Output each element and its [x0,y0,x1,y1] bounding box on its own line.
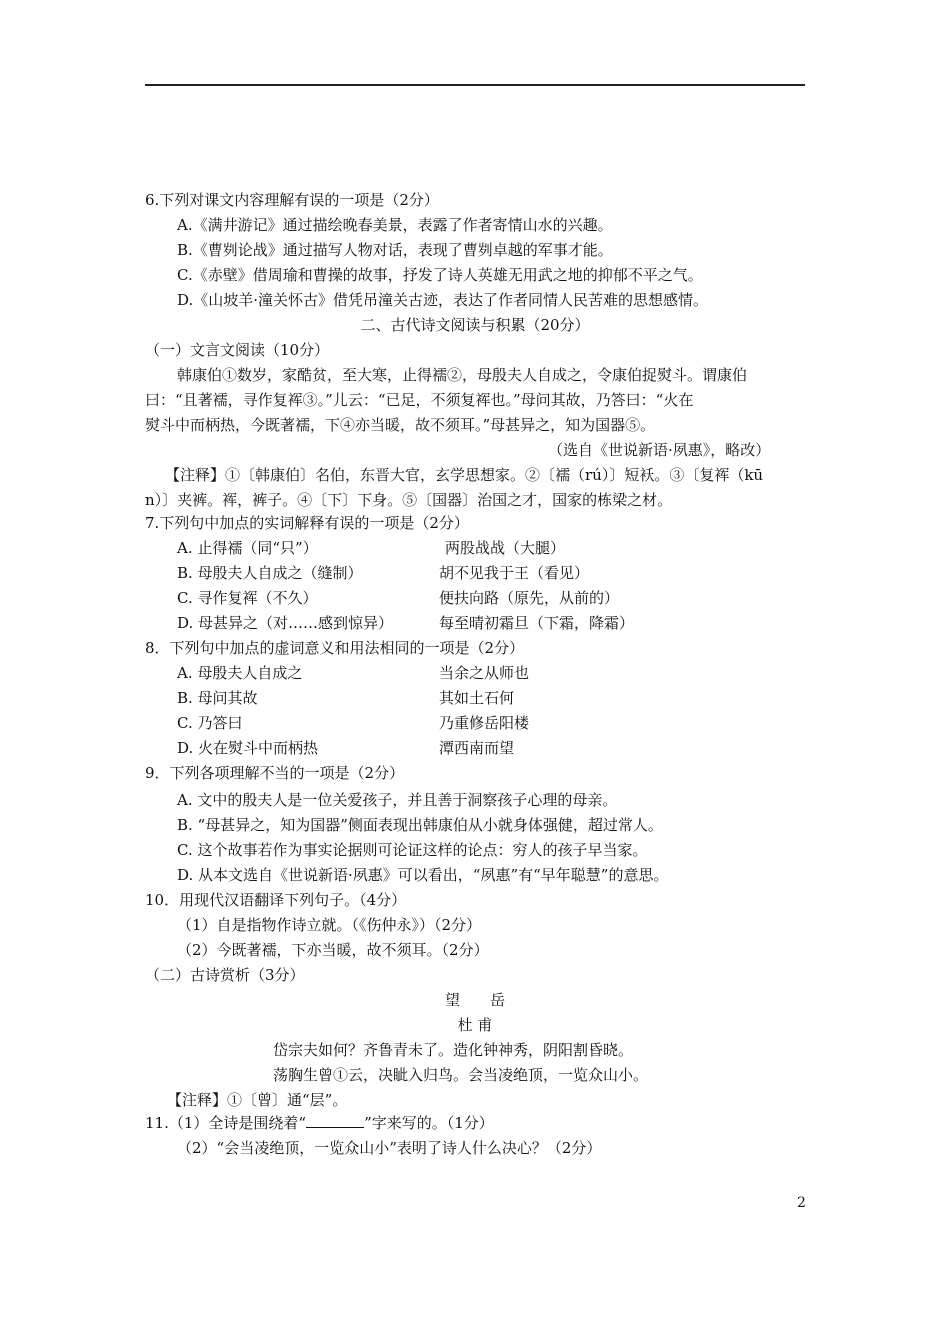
q6-stem: 6.下列对课文内容理解有误的一项是（2分） [145,191,439,209]
notes-line-1: 【注释】①〔韩康伯〕名伯，东晋大官，玄学思想家。②〔襦（rú）〕短袄。③〔复裈（kū [165,466,764,484]
notes-line-2: n）〕夹裤。裈，裤子。④〔下〕下身。⑤〔国器〕治国之才，国家的栋梁之材。 [145,491,673,509]
q10-item-2: （2）今既著襦，下亦当暖，故不须耳。（2分） [177,941,489,959]
q6-option-c: C.《赤壁》借周瑜和曹操的故事，抒发了诗人英雄无用武之地的抑郁不平之气。 [177,266,703,284]
passage-line-1: 韩康伯①数岁，家酷贫，至大寒，止得襦②，母殷夫人自成之，令康伯捉熨斗。谓康伯 [177,366,748,384]
q11-item-1-prefix: 11.（1）全诗是围绕着“ [145,1114,307,1132]
q8-row-a-right: 当余之从师也 [439,664,530,682]
q10-stem: 10．用现代汉语翻译下列句子。（4分） [145,891,407,909]
q7-row-a-right: 两股战战（大腿） [445,539,566,557]
part2-title: （二）古诗赏析（3分） [145,966,305,984]
q6-option-b: B.《曹刿论战》通过描写人物对话，表现了曹刿卓越的军事才能。 [177,241,613,259]
q9-option-b: B. “母甚异之，知为国器”侧面表现出韩康伯从小就身体强健，超过常人。 [177,816,663,834]
q7-row-a-left: A. 止得襦（同“只”） [177,539,318,557]
passage-line-2: 曰：“且著襦，寻作复裈③。”儿云：“已足，不须复裈也。”母问其故，乃答曰：“火在 [145,391,694,409]
q11-item-1 [145,1113,494,1133]
q8-stem: 8．下列句中加点的虚词意义和用法相同的一项是（2分） [145,639,525,657]
q11-item-1-suffix: ”字来写的。（1分） [364,1114,494,1132]
answer-blank[interactable] [306,1113,364,1128]
poem-line-1: 岱宗夫如何？齐鲁青未了。造化钟神秀，阴阳割昏晓。 [273,1041,634,1059]
passage-line-3: 熨斗中而柄热，今既著襦，下④亦当暖，故不须耳。”母甚异之，知为国器⑤。 [145,416,656,434]
q8-row-d-left: D. 火在熨斗中而柄热 [177,739,319,757]
q8-row-a-left: A. 母殷夫人自成之 [177,664,303,682]
header-rule [145,84,805,86]
q7-row-d-left: D. 母甚异之（对……感到惊异） [177,614,394,632]
passage-source: （选自《世说新语·夙惠》，略改） [548,441,771,459]
q9-stem: 9．下列各项理解不当的一项是（2分） [145,764,405,782]
q9-option-a: A. 文中的殷夫人是一位关爱孩子，并且善于洞察孩子心理的母亲。 [177,791,618,809]
q7-row-c-right: 便扶向路（原先，从前的） [439,589,620,607]
part1-title: （一）文言文阅读（10分） [145,341,330,359]
q8-row-c-right: 乃重修岳阳楼 [439,714,530,732]
section2-title: 二、古代诗文阅读与积累（20分） [360,316,590,334]
q7-row-c-left: C. 寻作复裈（不久） [177,589,318,607]
q8-row-b-right: 其如土石何 [439,689,515,707]
poem-title: 望 岳 [444,991,505,1009]
page-number: 2 [797,1195,806,1211]
q10-item-1: （1）自是指物作诗立就。（《伤仲永》）（2分） [177,916,482,934]
q8-row-d-right: 潭西南而望 [439,739,515,757]
q7-row-d-right: 每至晴初霜旦（下霜，降霜） [439,614,635,632]
q7-row-b-left: B. 母殷夫人自成之（缝制） [177,564,363,582]
poem-author: 杜 甫 [457,1016,493,1034]
q11-item-2: （2）“会当凌绝顶，一览众山小”表明了诗人什么决心？（2分） [177,1139,602,1157]
q8-row-b-left: B. 母问其故 [177,689,258,707]
q7-stem: 7.下列句中加点的实词解释有误的一项是（2分） [145,514,469,532]
q9-option-d: D. 从本文选自《世说新语·夙惠》可以看出，“夙惠”有“早年聪慧”的意思。 [177,866,669,884]
q8-row-c-left: C. 乃答曰 [177,714,243,732]
q6-option-d: D.《山坡羊·潼关怀古》借凭吊潼关古迹，表达了作者同情人民苦难的思想感情。 [177,291,709,309]
poem-line-2: 荡胸生曾①云，决眦入归鸟。会当凌绝顶，一览众山小。 [273,1066,649,1084]
q7-row-b-right: 胡不见我于王（看见） [439,564,590,582]
poem-note: 【注释】①〔曾〕通“层”。 [167,1091,348,1109]
q6-option-a: A.《满井游记》通过描绘晚春美景，表露了作者寄情山水的兴趣。 [177,216,613,234]
q9-option-c: C. 这个故事若作为事实论据则可论证这样的论点：穷人的孩子早当家。 [177,841,648,859]
